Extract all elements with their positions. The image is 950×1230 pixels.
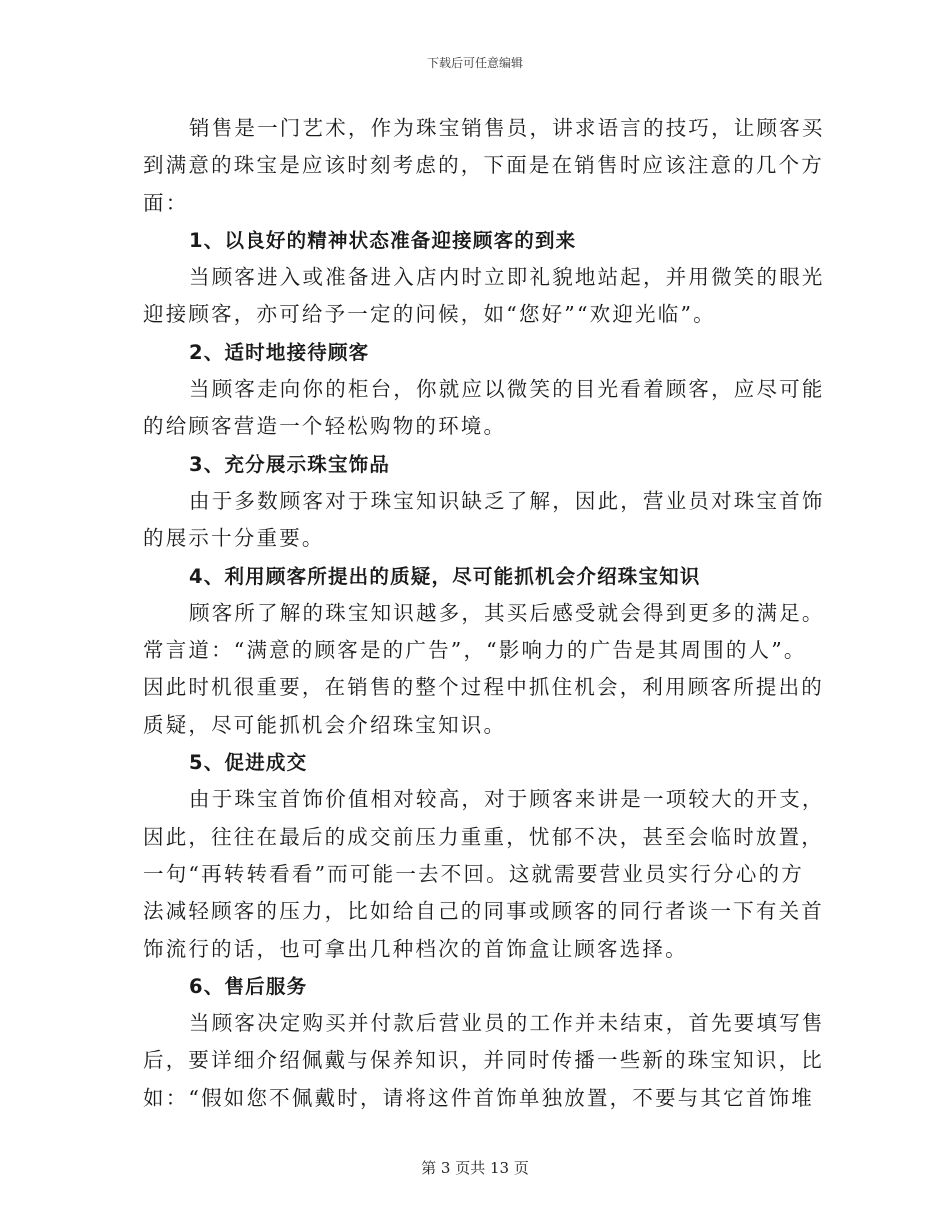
paragraph-line: 因此，往往在最后的成交前压力重重，忧郁不决，甚至会临时放置， xyxy=(143,824,824,849)
paragraph-line: 由于多数顾客对于珠宝知识缺乏了解，因此，营业员对珠宝首饰 xyxy=(189,488,825,513)
paragraph-line: 由于珠宝首饰价值相对较高，对于顾客来讲是一项较大的开支， xyxy=(189,787,825,812)
section-paragraph-6 xyxy=(143,1005,825,1117)
section-heading-1: 1、以良好的精神状态准备迎接顾客的到来 xyxy=(189,228,577,252)
section-heading-3: 3、充分展示珠宝饰品 xyxy=(189,452,391,476)
paragraph-line: 面： xyxy=(143,190,189,215)
paragraph-line: 迎接顾客，亦可给予一定的问候，如“您好”“欢迎光临”。 xyxy=(143,302,716,327)
page-header: 下载后可任意编辑 xyxy=(426,56,523,70)
paragraph-line: 质疑，尽可能抓机会介绍珠宝知识。 xyxy=(143,712,507,737)
page-footer: 第 3 页共 13 页 xyxy=(421,1159,529,1177)
section-paragraph-2 xyxy=(143,371,825,446)
intro-paragraph xyxy=(143,110,825,222)
paragraph-line: 的展示十分重要。 xyxy=(143,526,325,551)
paragraph-line: 因此时机很重要，在销售的整个过程中抓住机会，利用顾客所提出的 xyxy=(143,675,824,700)
section-paragraph-3 xyxy=(143,483,825,558)
paragraph-line: 当顾客决定购买并付款后营业员的工作并未结束，首先要填写售 xyxy=(189,1011,825,1036)
paragraph-line: 如：“假如您不佩戴时，请将这件首饰单独放置，不要与其它首饰堆 xyxy=(143,1085,814,1110)
section-paragraph-1 xyxy=(143,259,825,334)
paragraph-line: 后，要详细介绍佩戴与保养知识，并同时传播一些新的珠宝知识，比 xyxy=(143,1048,824,1073)
section-heading-4: 4、利用顾客所提出的质疑，尽可能抓机会介绍珠宝知识 xyxy=(189,564,701,588)
paragraph-line: 到满意的珠宝是应该时刻考虑的，下面是在销售时应该注意的几个方 xyxy=(143,153,824,178)
section-heading-5: 5、促进成交 xyxy=(189,751,308,775)
paragraph-line: 当顾客进入或准备进入店内时立即礼貌地站起，并用微笑的眼光 xyxy=(189,265,825,290)
paragraph-line: 常言道：“满意的顾客是的广告”，“影响力的广告是其周围的人”。 xyxy=(143,638,807,663)
document-body xyxy=(143,110,825,1117)
section-paragraph-5 xyxy=(143,781,825,967)
section-heading-2: 2、适时地接待顾客 xyxy=(189,340,370,364)
paragraph-line: 顾客所了解的珠宝知识越多，其买后感受就会得到更多的满足。 xyxy=(189,600,825,625)
paragraph-line: 饰流行的话，也可拿出几种档次的首饰盒让顾客选择。 xyxy=(143,936,688,961)
paragraph-line: 销售是一门艺术，作为珠宝销售员，讲求语言的技巧，让顾客买 xyxy=(189,116,825,140)
section-paragraph-4 xyxy=(143,595,825,744)
paragraph-line: 的给顾客营造一个轻松购物的环境。 xyxy=(143,414,507,439)
paragraph-line: 法减轻顾客的压力，比如给自己的同事或顾客的同行者谈一下有关首 xyxy=(143,899,824,924)
section-heading-6: 6、售后服务 xyxy=(189,974,308,998)
paragraph-line: 一句“再转转看看”而可能一去不回。这就需要营业员实行分心的方 xyxy=(143,861,804,886)
paragraph-line: 当顾客走向你的柜台，你就应以微笑的目光看着顾客，应尽可能 xyxy=(189,377,825,402)
